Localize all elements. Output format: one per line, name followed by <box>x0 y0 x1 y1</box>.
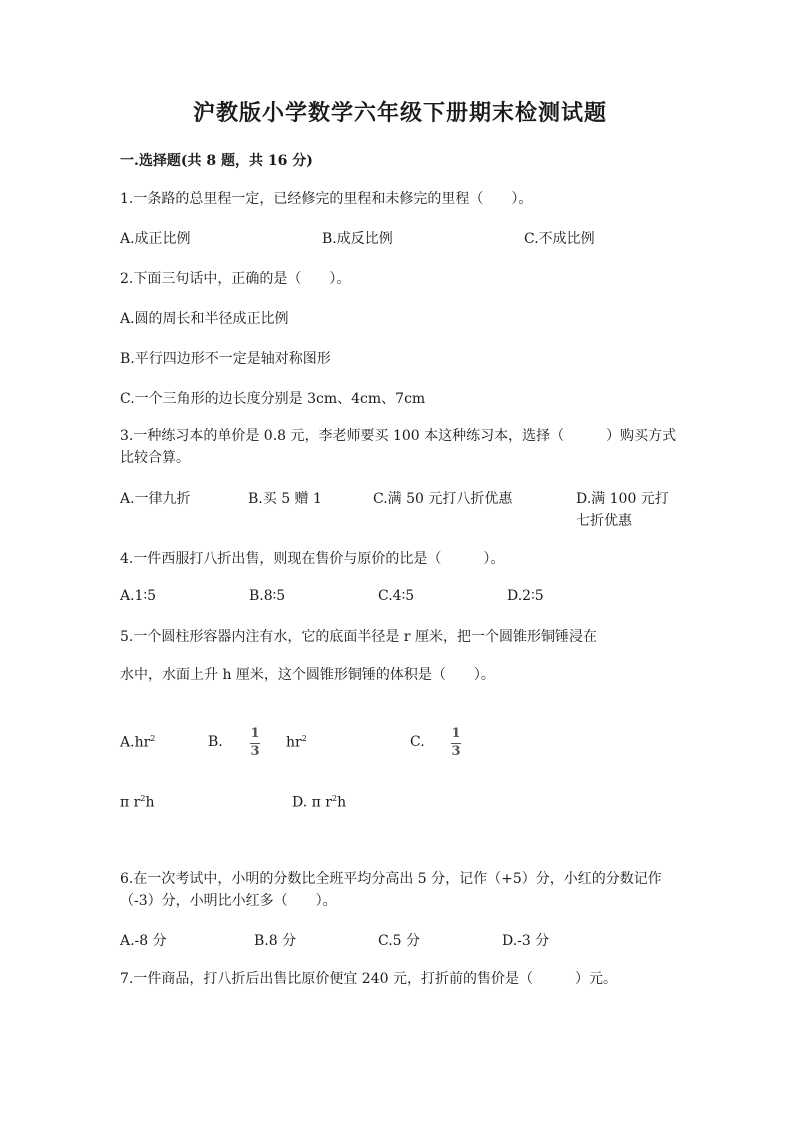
question-4-option-d: D.2∶5 <box>507 588 544 604</box>
question-3-option-b: B.买 5 赠 1 <box>248 491 322 507</box>
fraction-denominator: 3 <box>250 744 260 759</box>
question-5-option-a-text: hr <box>134 734 151 751</box>
question-3-option-d-text: D.满 100 元打七折优惠 <box>576 491 669 529</box>
question-2-option-b: B.平行四边形不一定是轴对称图形 <box>120 351 331 367</box>
question-5-option-c <box>120 794 154 811</box>
question-5-option-d-text: π r <box>311 794 332 811</box>
question-1-option-b: B.成反比例 <box>322 231 393 247</box>
question-2-option-a: A.圆的周长和半径成正比例 <box>120 311 289 327</box>
question-1-stem: 1.一条路的总里程一定，已经修完的里程和未修完的里程（ ）。 <box>120 191 533 207</box>
question-5-stem-line2: 水中，水面上升 h 厘米，这个圆锥形铜锤的体积是（ ）。 <box>120 667 495 683</box>
question-3-option-c: C.满 50 元打八折优惠 <box>373 491 513 507</box>
question-6-stem: 6.在一次考试中，小明的分数比全班平均分高出 5 分，记作（+5）分，小红的分数记作（-3）分，小明比小红多（ ）。 <box>120 871 662 909</box>
question-4-option-c: C.4∶5 <box>378 588 415 604</box>
question-2-stem: 2.下面三句话中，正确的是（ ）。 <box>120 271 351 287</box>
fraction-one-third <box>451 727 461 759</box>
question-5-option-b-text: hr <box>286 734 302 751</box>
exponent: 2 <box>140 794 146 803</box>
fraction-numerator: 1 <box>451 726 461 741</box>
section-heading: 一.选择题(共 8 题，共 16 分) <box>120 153 313 169</box>
question-5-option-a-label: A. <box>120 734 135 751</box>
question-5-option-a <box>120 734 155 751</box>
page-title: 沪教版小学数学六年级下册期末检测试题 <box>192 100 607 126</box>
question-6-option-a: A.-8 分 <box>120 933 167 949</box>
question-6-option-c: C.5 分 <box>378 933 421 949</box>
question-6-option-b: B.8 分 <box>254 933 297 949</box>
question-4-option-a: A.1∶5 <box>120 588 157 604</box>
question-3-stem: 3.一种练习本的单价是 0.8 元，李老师要买 100 本这种练习本，选择（ ）购买方式比较合算。 <box>120 428 677 466</box>
question-5-option-d <box>292 794 346 811</box>
question-1-option-c: C.不成比例 <box>524 231 595 247</box>
question-7-stem: 7.一件商品，打八折后出售比原价便宜 240 元，打折前的售价是（ ）元。 <box>120 971 617 987</box>
fraction-numerator: 1 <box>250 726 260 741</box>
question-5-stem-line1: 5.一个圆柱形容器内注有水，它的底面半径是 r 厘米，把一个圆锥形铜锤浸在 <box>120 629 597 645</box>
question-3-option-d <box>576 488 680 532</box>
question-5-option-c-tail: h <box>145 794 155 811</box>
exponent: 2 <box>331 794 338 803</box>
fraction-denominator: 3 <box>451 744 461 759</box>
question-5-option-c-text: π r <box>120 794 141 811</box>
question-4-option-b: B.8∶5 <box>249 588 286 604</box>
exponent: 2 <box>301 734 307 743</box>
question-4-stem: 4.一件西服打八折出售，则现在售价与原价的比是（ ）。 <box>120 551 505 567</box>
question-5-option-d-label: D. <box>292 794 308 811</box>
question-5-option-b-label: B. <box>208 734 223 750</box>
exponent: 2 <box>150 734 156 743</box>
question-6-option-d: D.-3 分 <box>502 933 550 949</box>
question-5-option-b <box>286 734 307 751</box>
question-1-option-a: A.成正比例 <box>120 231 191 247</box>
question-2-option-c: C.一个三角形的边长度分别是 3cm、4cm、7cm <box>120 391 426 407</box>
question-3-option-a: A.一律九折 <box>120 491 191 507</box>
fraction-one-third <box>250 727 260 759</box>
question-5-option-d-tail: h <box>337 794 347 811</box>
question-5-option-c-label: C. <box>410 734 425 750</box>
